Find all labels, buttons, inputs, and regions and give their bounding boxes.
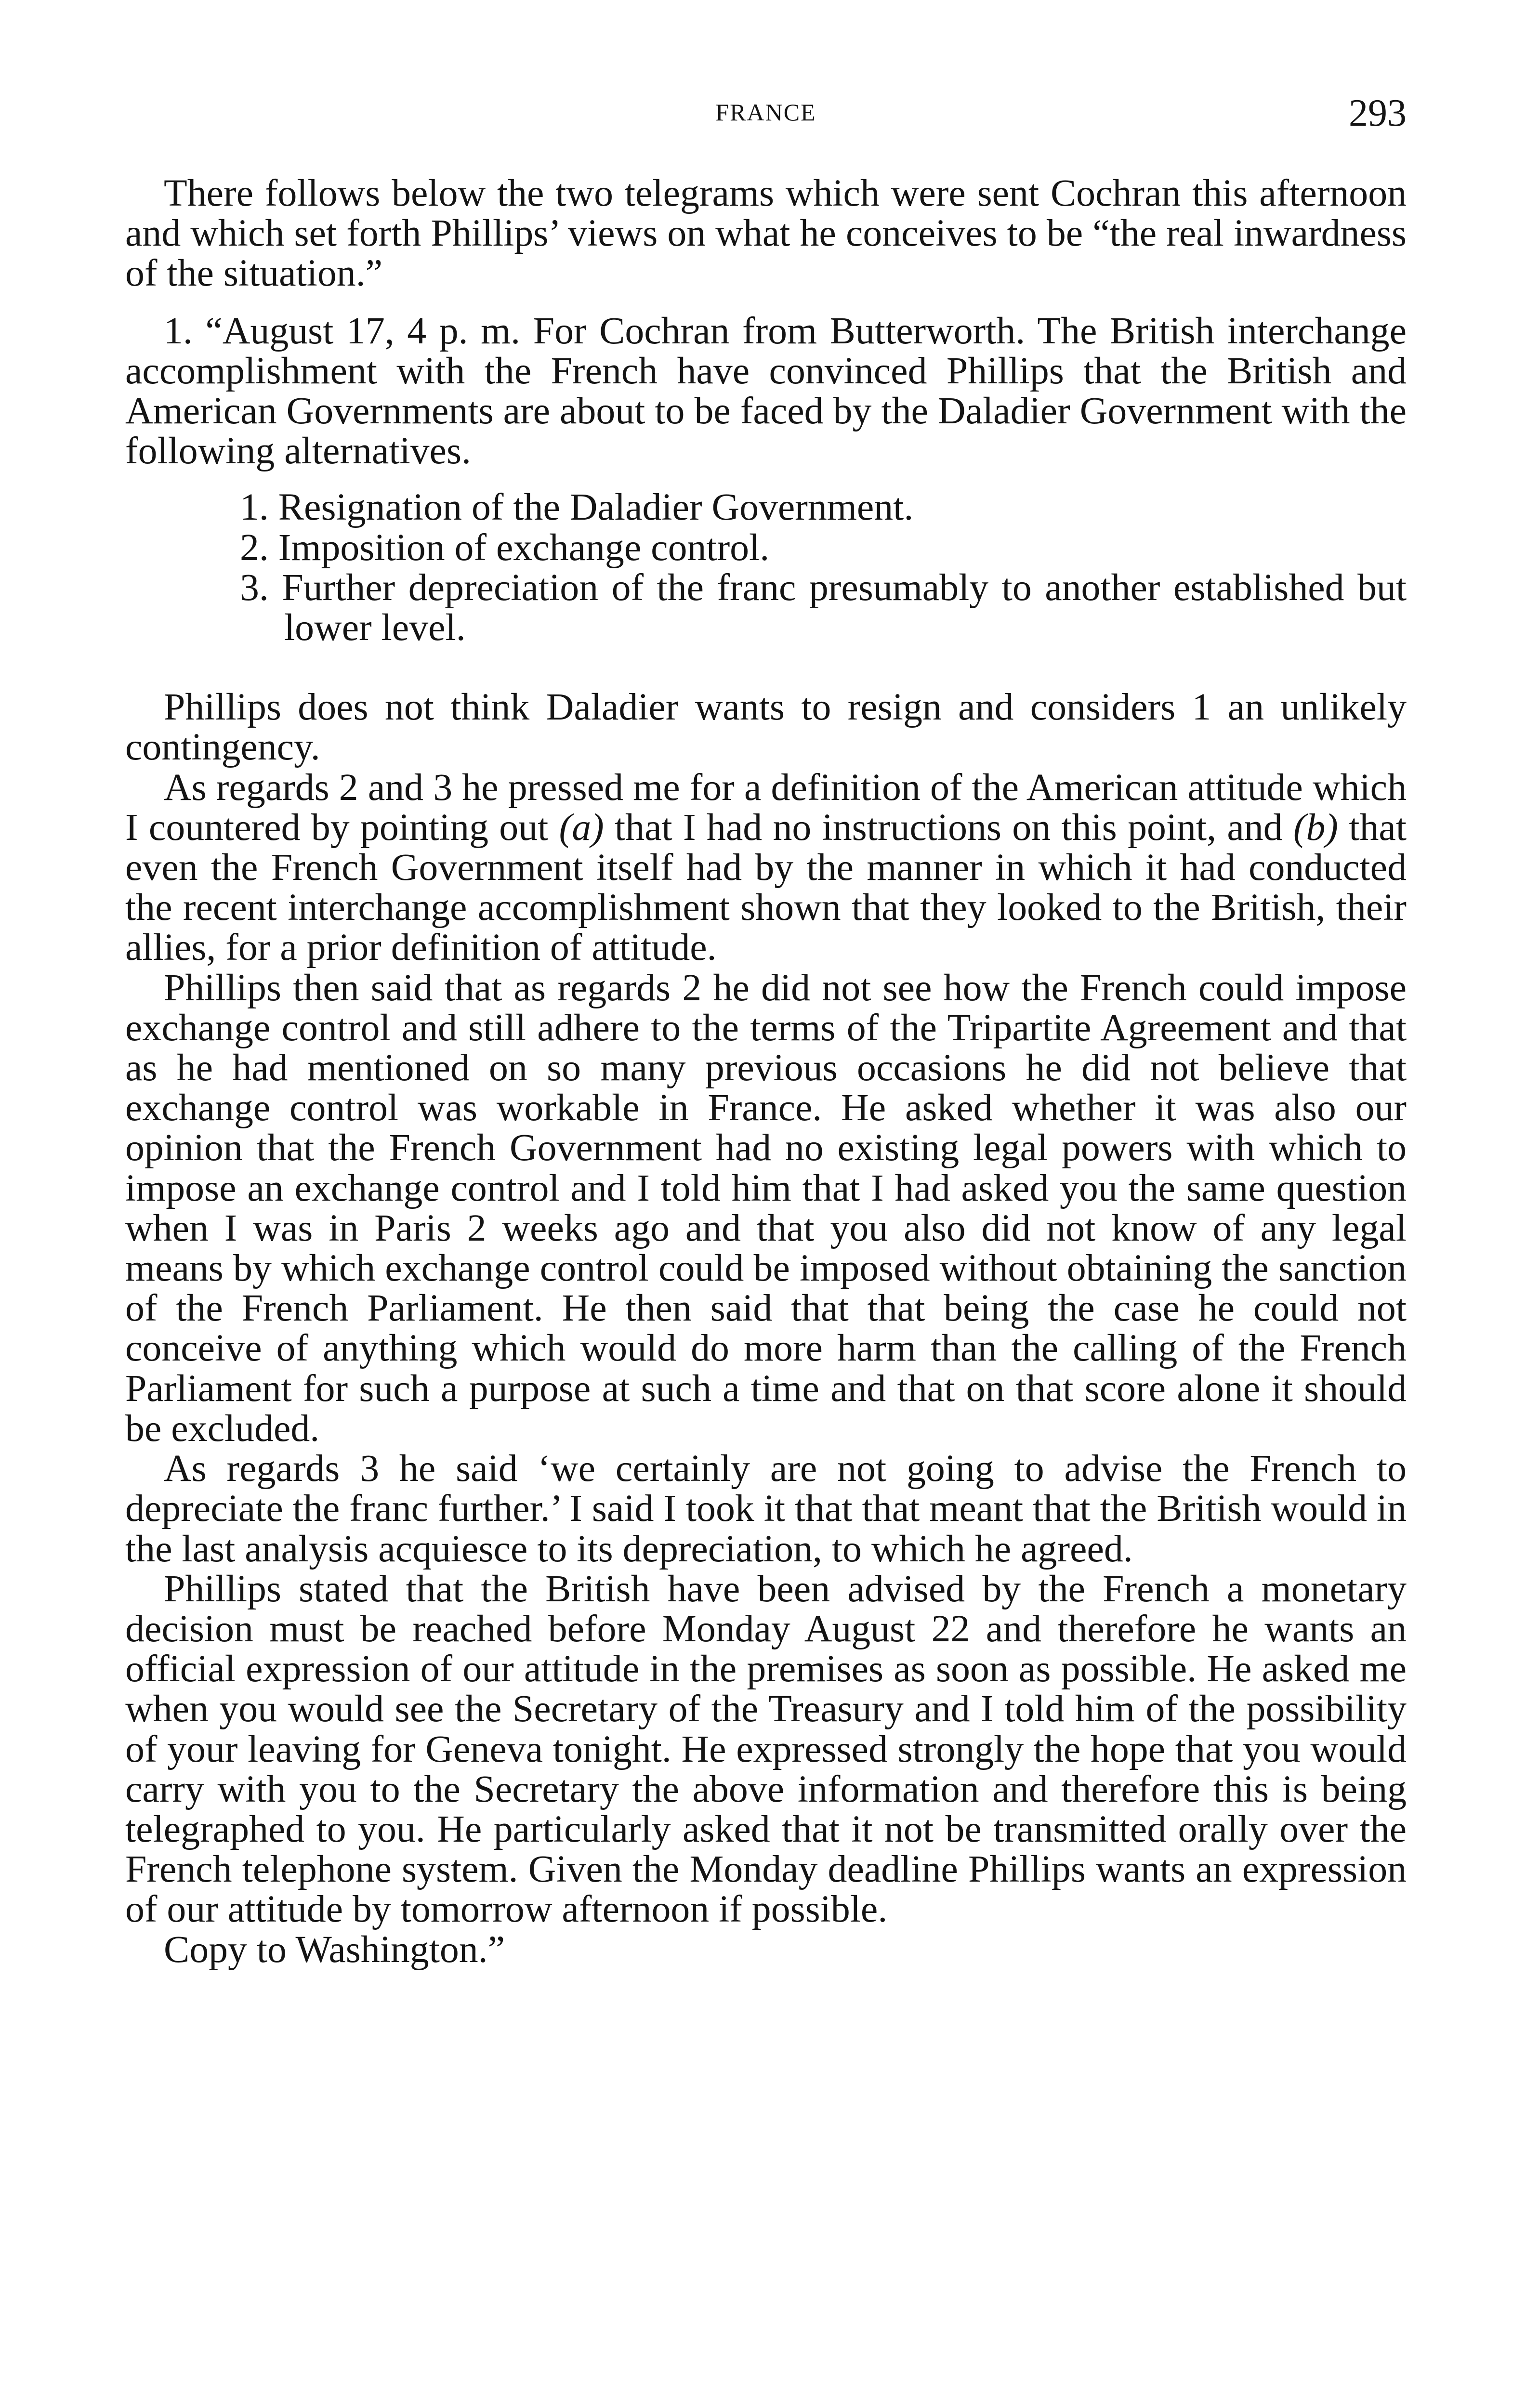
- closing-line: Copy to Washington.”: [164, 1928, 505, 1971]
- attitude-text: that even the French Government itself had by the manner in which it had conducted the recent interchange accomplishment shown that they looked to the British, their allies, for a prior definition of attitude.: [125, 806, 1407, 969]
- alternative-item: 3. Further depreciation of the franc presumably to another established but lower level.: [240, 566, 1407, 649]
- exchange-control-paragraph: Phillips then said that as regards 2 he did not see how the French could impose exchange control and still adhere to the terms of the Tripartite Agreement and that as he had mentioned on so many previous occasions he did not believe that exchange control was workable in France. He asked whether it was also our opinion that the French Government had no existing legal powers with which to impose an exchange control and I told him that I had asked you the same question when I was in Paris 2 weeks ago and that you also did not know of any legal means by which exchange control could be imposed without obtaining the sanction of the French Parliament. He then said that that being the case he could not conceive of anything which would do more harm than the calling of the French Parliament for such a purpose at such a time and that on that score alone it should be excluded.: [125, 966, 1407, 1450]
- marker-a: (a): [559, 806, 604, 849]
- intro-paragraph: There follows below the two telegrams which were sent Cochran this afternoon and which set forth Phillips’ views on what he conceives to be “the real inwardness of the situation.”: [125, 172, 1407, 295]
- deadline-paragraph: Phillips stated that the British have been advised by the French a monetary decision must be reached before Monday August 22 and therefore he wants an official expression of our attitude in the premises as soon as possible. He asked me when you would see the Secretary of the Treasury and I told him of the possibility of your leaving for Geneva tonight. He expressed strongly the hope that you would carry with you to the Secretary the above information and therefore this is being telegraphed to you. He particularly asked that it not be transmitted orally over the French telephone system. Given the Monday deadline Phillips wants an expression of our attitude by tomorrow afternoon if possible.: [125, 1567, 1407, 1931]
- attitude-text: that I had no instructions on this point, and: [615, 806, 1283, 849]
- telegram-opening-paragraph: 1. “August 17, 4 p. m. For Cochran from Butterworth. The British interchange accomplishment with the French have convinced Phillips that the British and American Governments are about to be faced by the Daladier Government with the following alternatives.: [125, 309, 1407, 472]
- marker-b: (b): [1293, 806, 1338, 849]
- alternative-item: 2. Imposition of exchange control.: [240, 526, 770, 569]
- page-number: 293: [1349, 92, 1407, 134]
- running-head: FRANCE: [715, 99, 816, 126]
- alternatives-list: [125, 487, 1407, 648]
- attitude-paragraph: [125, 768, 1407, 968]
- alternative-item: 1. Resignation of the Daladier Government.: [240, 486, 914, 529]
- attitude-text: As regards 2 and 3 he pressed me for a definition of the American attitude which I countered by pointing out: [125, 766, 1407, 849]
- resignation-paragraph: Phillips does not think Daladier wants to resign and considers 1 an unlikely contingency.: [125, 686, 1407, 769]
- page-header: [125, 92, 1407, 144]
- depreciation-paragraph: As regards 3 he said ‘we certainly are not going to advise the French to depreciate the franc further.’ I said I took it that that meant that the British would in the last analysis acquiesce to its depreciation, to which he agreed.: [125, 1447, 1407, 1570]
- body-text: [125, 173, 1407, 1970]
